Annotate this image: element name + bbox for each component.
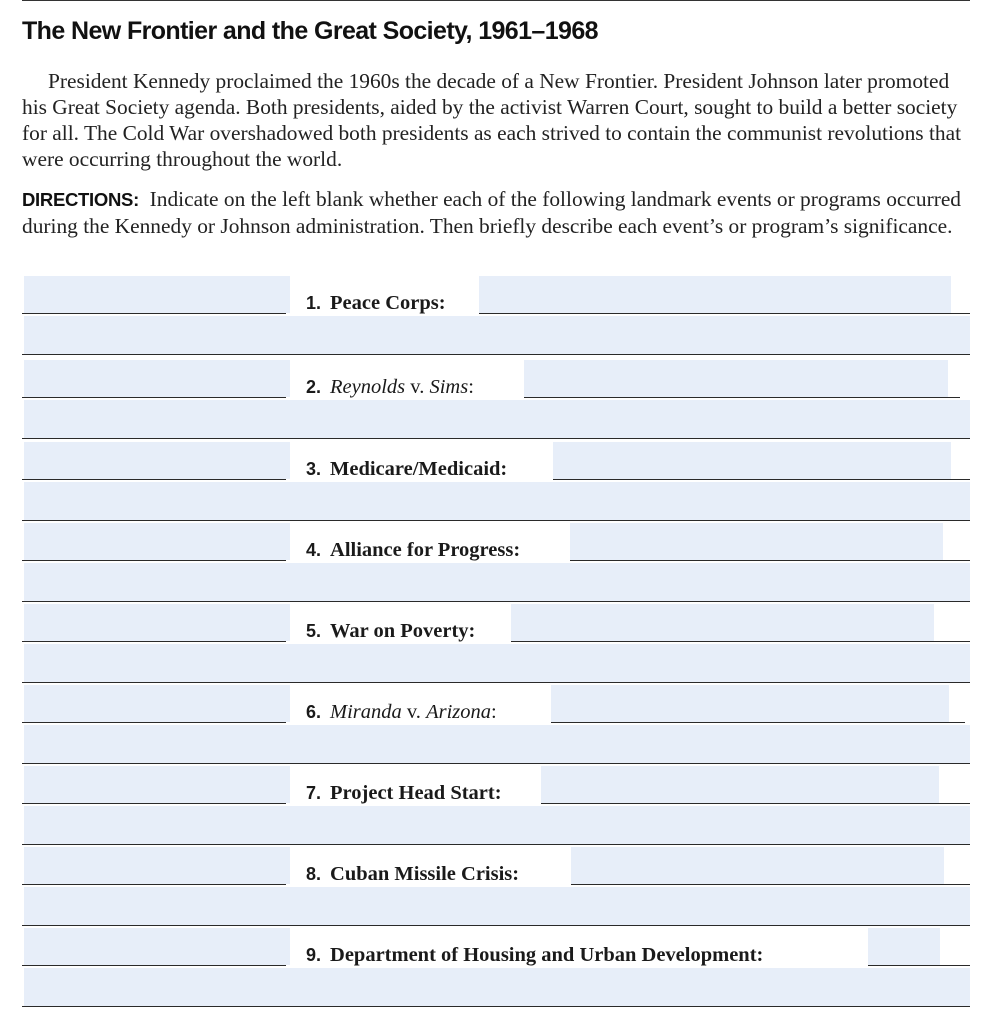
- answer-line: [868, 965, 970, 966]
- question-item-1: [0, 276, 987, 357]
- directions-label: DIRECTIONS:: [22, 189, 139, 210]
- significance-field-8-line-2[interactable]: [24, 887, 970, 925]
- answer-line: [479, 313, 970, 314]
- page-title: The New Frontier and the Great Society, 1961–1968: [22, 17, 598, 45]
- answer-line: [22, 844, 970, 845]
- directions-text: Indicate on the left blank whether each of the following landmark events or programs occurred during the Kennedy or Johnson administration. Then briefly describe each event’s or program’s significance.: [22, 187, 962, 238]
- question-label-3: 3. Medicare/Medicaid:: [306, 458, 508, 480]
- administration-field-6[interactable]: [24, 685, 290, 722]
- answer-line: [22, 313, 286, 314]
- top-rule: [22, 0, 970, 1]
- significance-field-7[interactable]: [541, 766, 939, 803]
- question-item-9: [0, 928, 987, 1009]
- answer-line: [541, 803, 970, 804]
- question-label-8: 8. Cuban Missile Crisis:: [306, 863, 520, 885]
- answer-line: [570, 560, 970, 561]
- question-label-6: 6. Miranda v. Arizona:: [306, 701, 497, 723]
- answer-line: [22, 682, 970, 683]
- question-label-1: 1. Peace Corps:: [306, 292, 446, 314]
- question-item-6: [0, 685, 987, 766]
- answer-line: [22, 803, 286, 804]
- administration-field-9[interactable]: [24, 928, 290, 965]
- answer-line: [22, 397, 286, 398]
- answer-line: [22, 763, 970, 764]
- answer-line: [22, 965, 286, 966]
- administration-field-3[interactable]: [24, 442, 290, 479]
- answer-line: [22, 722, 286, 723]
- answer-line: [511, 641, 970, 642]
- question-item-4: [0, 523, 987, 604]
- question-label-7: 7. Project Head Start:: [306, 782, 502, 804]
- significance-field-7-line-2[interactable]: [24, 806, 970, 844]
- administration-field-5[interactable]: [24, 604, 290, 641]
- answer-line: [22, 601, 970, 602]
- directions-paragraph: [22, 186, 970, 239]
- significance-field-2-line-2[interactable]: [24, 400, 970, 438]
- significance-field-2[interactable]: [524, 360, 948, 397]
- significance-field-4[interactable]: [570, 523, 943, 560]
- significance-field-3-line-2[interactable]: [24, 482, 970, 520]
- answer-line: [22, 520, 970, 521]
- significance-field-5[interactable]: [511, 604, 934, 641]
- question-label-5: 5. War on Poverty:: [306, 620, 476, 642]
- answer-line: [22, 560, 286, 561]
- significance-field-6[interactable]: [551, 685, 949, 722]
- answer-line: [22, 925, 970, 926]
- significance-field-6-line-2[interactable]: [24, 725, 970, 763]
- significance-field-1[interactable]: [479, 276, 951, 313]
- question-item-2: [0, 360, 987, 441]
- administration-field-1[interactable]: [24, 276, 290, 313]
- question-item-8: [0, 847, 987, 928]
- answer-line: [22, 884, 286, 885]
- significance-field-8[interactable]: [571, 847, 944, 884]
- significance-field-9[interactable]: [868, 928, 940, 965]
- question-item-5: [0, 604, 987, 685]
- answer-line: [22, 354, 970, 355]
- administration-field-7[interactable]: [24, 766, 290, 803]
- answer-line: [524, 397, 960, 398]
- answer-line: [551, 722, 965, 723]
- question-item-3: [0, 442, 987, 523]
- significance-field-3[interactable]: [553, 442, 951, 479]
- answer-line: [22, 641, 286, 642]
- intro-paragraph: President Kennedy proclaimed the 1960s the decade of a New Frontier. President Johnson later promoted his Great Society agenda. Both presidents, aided by the activist Warren Court, sought to build a better society for all. The Cold War overshadowed both presidents as each strived to contain the communist revolutions that were occurring throughout the world.: [22, 69, 962, 171]
- administration-field-8[interactable]: [24, 847, 290, 884]
- answer-line: [22, 479, 286, 480]
- administration-field-4[interactable]: [24, 523, 290, 560]
- significance-field-1-line-2[interactable]: [24, 316, 970, 354]
- significance-field-5-line-2[interactable]: [24, 644, 970, 682]
- administration-field-2[interactable]: [24, 360, 290, 397]
- question-item-7: [0, 766, 987, 847]
- significance-field-4-line-2[interactable]: [24, 563, 970, 601]
- question-label-4: 4. Alliance for Progress:: [306, 539, 521, 561]
- answer-line: [571, 884, 970, 885]
- answer-line: [553, 479, 970, 480]
- question-label-2: 2. Reynolds v. Sims:: [306, 376, 474, 398]
- question-label-9: 9. Department of Housing and Urban Development:: [306, 944, 764, 966]
- significance-field-9-line-2[interactable]: [24, 968, 970, 1006]
- answer-line: [22, 1006, 970, 1007]
- answer-line: [22, 438, 970, 439]
